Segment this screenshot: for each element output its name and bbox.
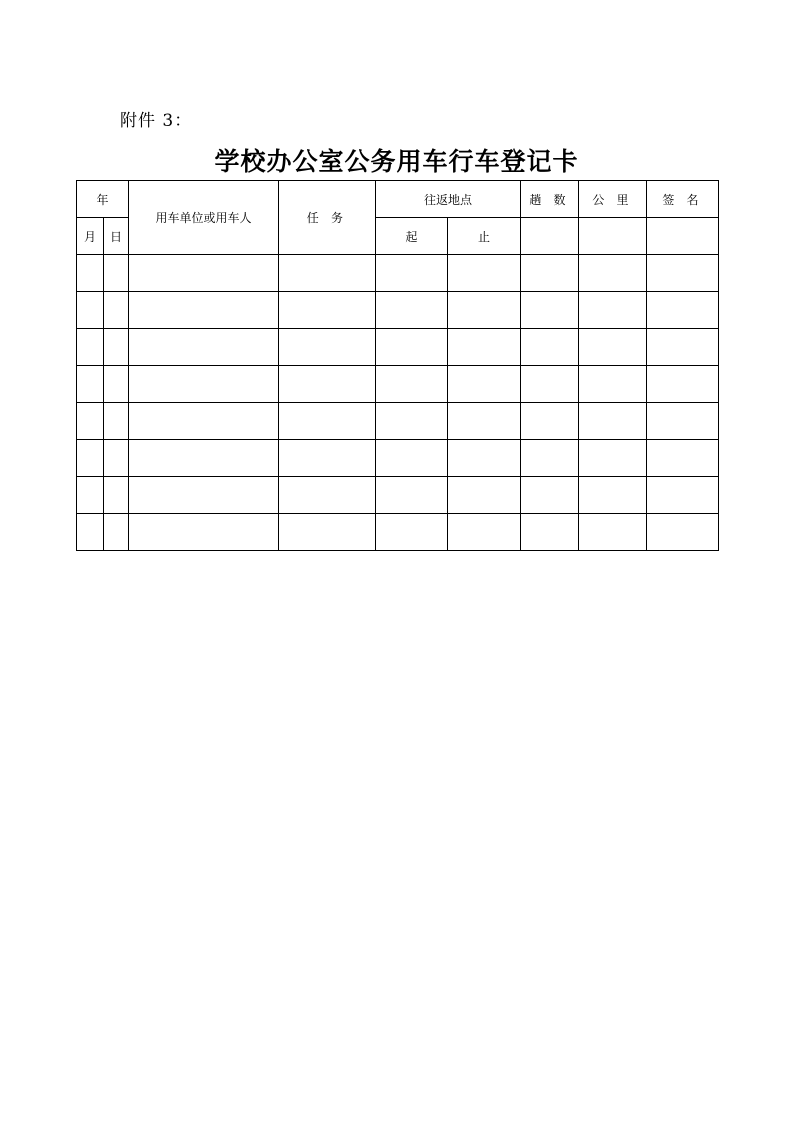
cell-task[interactable] [279,477,376,514]
cell-task[interactable] [279,329,376,366]
cell-sign[interactable] [647,440,719,477]
header-day: 日 [104,218,129,255]
cell-to[interactable] [448,477,521,514]
cell-unit[interactable] [129,403,279,440]
attachment-label: 附件 3： [120,111,193,131]
cell-month[interactable] [77,329,104,366]
vehicle-log-table [76,180,719,551]
cell-trips[interactable] [521,477,579,514]
cell-km[interactable] [579,477,647,514]
table-row [77,255,719,292]
cell-unit[interactable] [129,514,279,551]
table-body [77,181,719,551]
cell-month[interactable] [77,477,104,514]
header-task: 任 务 [279,181,376,255]
cell-day[interactable] [104,477,129,514]
cell-to[interactable] [448,292,521,329]
cell-from[interactable] [376,514,448,551]
cell-task[interactable] [279,440,376,477]
cell-day[interactable] [104,255,129,292]
table-row [77,403,719,440]
cell-month[interactable] [77,255,104,292]
table-row [77,477,719,514]
header-unit: 用车单位或用车人 [129,181,279,255]
cell-unit[interactable] [129,440,279,477]
header-year: 年 [77,181,129,218]
cell-km[interactable] [579,366,647,403]
header-to: 止 [448,218,521,255]
cell-unit[interactable] [129,292,279,329]
cell-km[interactable] [579,329,647,366]
cell-sign[interactable] [647,477,719,514]
cell-sign[interactable] [647,292,719,329]
cell-to[interactable] [448,366,521,403]
cell-month[interactable] [77,366,104,403]
table-row [77,514,719,551]
cell-day[interactable] [104,292,129,329]
cell-trips[interactable] [521,403,579,440]
cell-month[interactable] [77,514,104,551]
table-row [77,440,719,477]
cell-to[interactable] [448,255,521,292]
cell-day[interactable] [104,514,129,551]
cell-to[interactable] [448,514,521,551]
header-from: 起 [376,218,448,255]
cell-to[interactable] [448,329,521,366]
cell-from[interactable] [376,329,448,366]
header-sign: 签 名 [647,181,719,218]
cell-to[interactable] [448,440,521,477]
cell-km[interactable] [579,255,647,292]
cell-trips[interactable] [521,292,579,329]
cell-month[interactable] [77,403,104,440]
cell-trips[interactable] [521,514,579,551]
cell-day[interactable] [104,366,129,403]
cell-unit[interactable] [129,329,279,366]
header-sign-blank [647,218,719,255]
header-route: 往返地点 [376,181,521,218]
cell-trips[interactable] [521,255,579,292]
cell-month[interactable] [77,292,104,329]
cell-km[interactable] [579,514,647,551]
header-trips: 趟 数 [521,181,579,218]
cell-from[interactable] [376,477,448,514]
cell-task[interactable] [279,292,376,329]
cell-from[interactable] [376,255,448,292]
cell-from[interactable] [376,292,448,329]
cell-trips[interactable] [521,440,579,477]
cell-sign[interactable] [647,366,719,403]
cell-day[interactable] [104,403,129,440]
header-trips-blank [521,218,579,255]
cell-from[interactable] [376,366,448,403]
cell-sign[interactable] [647,403,719,440]
table-row [77,329,719,366]
header-km-blank [579,218,647,255]
header-month: 月 [77,218,104,255]
cell-unit[interactable] [129,366,279,403]
cell-day[interactable] [104,440,129,477]
cell-task[interactable] [279,366,376,403]
page-title: 学校办公室公务用车行车登记卡 [214,147,579,176]
cell-km[interactable] [579,440,647,477]
table-row [77,292,719,329]
cell-task[interactable] [279,403,376,440]
cell-sign[interactable] [647,514,719,551]
header-km: 公 里 [579,181,647,218]
cell-sign[interactable] [647,329,719,366]
cell-from[interactable] [376,403,448,440]
cell-day[interactable] [104,329,129,366]
cell-to[interactable] [448,403,521,440]
cell-km[interactable] [579,403,647,440]
cell-km[interactable] [579,292,647,329]
cell-month[interactable] [77,440,104,477]
cell-sign[interactable] [647,255,719,292]
cell-trips[interactable] [521,366,579,403]
cell-unit[interactable] [129,255,279,292]
header-row-1 [77,181,719,218]
cell-trips[interactable] [521,329,579,366]
cell-from[interactable] [376,440,448,477]
table-row [77,366,719,403]
cell-task[interactable] [279,255,376,292]
cell-unit[interactable] [129,477,279,514]
cell-task[interactable] [279,514,376,551]
